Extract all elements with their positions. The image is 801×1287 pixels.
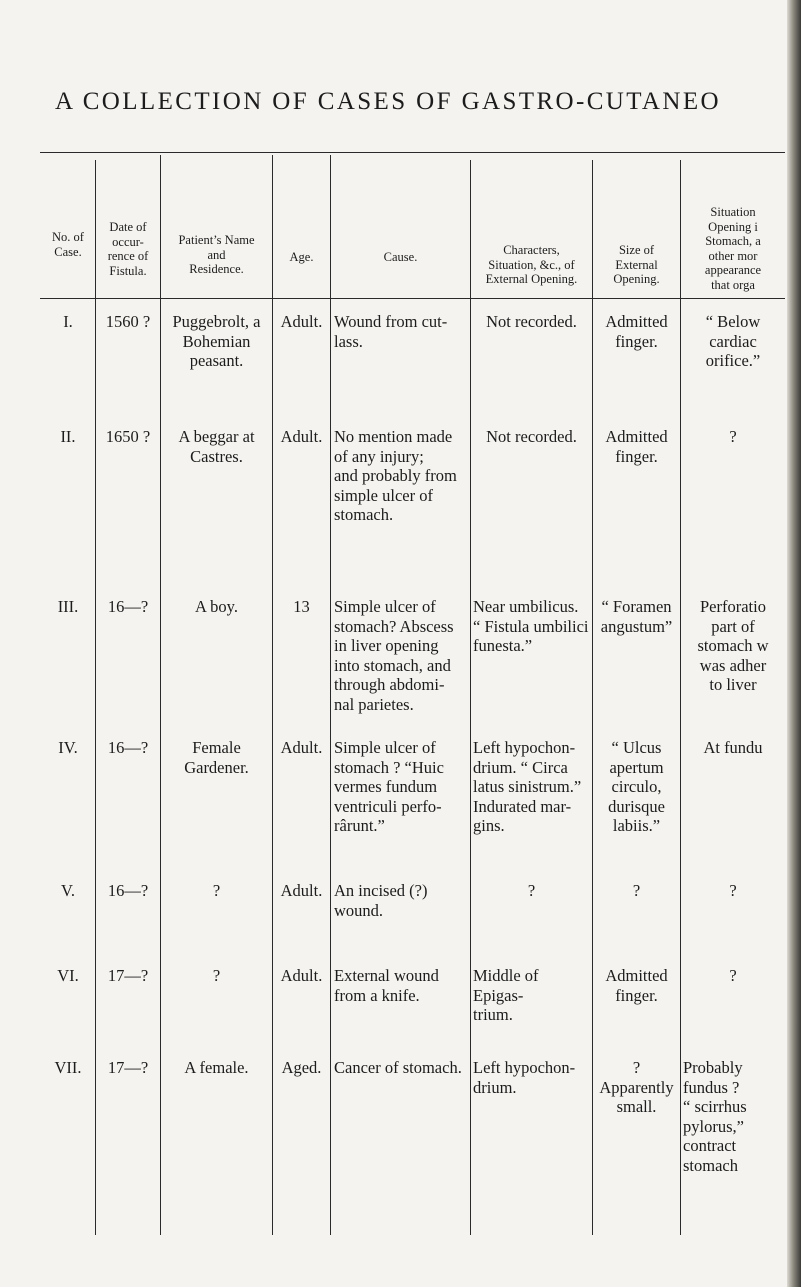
patient: ? — [212, 966, 221, 985]
table-top-rule — [40, 152, 785, 153]
page-title: A COLLECTION OF CASES OF GASTRO-CUTANEO — [55, 88, 721, 115]
case-number: III. — [57, 597, 79, 616]
age: Adult. — [280, 738, 323, 757]
patient: A female. — [184, 1058, 249, 1077]
header-characters: Characters, Situation, &c., of External Opening. — [485, 243, 578, 286]
characters: Not recorded. — [486, 427, 577, 446]
age: Adult. — [280, 312, 323, 331]
header-bottom-rule — [40, 298, 785, 299]
patient: A beggar at Castres. — [178, 427, 255, 466]
size: “ Foramen angustum” — [600, 597, 673, 636]
header-date: Date of occur- rence of Fistula. — [107, 220, 149, 278]
date: 16—? — [107, 597, 149, 616]
size: Admitted finger. — [605, 427, 668, 466]
characters: Middle of Epigas- trium. — [473, 966, 539, 1024]
patient: Puggebrolt, a Bohemian peasant. — [172, 312, 261, 370]
patient: ? — [212, 881, 221, 900]
size: “ Ulcus apertum circulo, durisque labiis.” — [608, 738, 665, 835]
characters: Left hypochon- drium. — [473, 1058, 576, 1097]
size: Admitted finger. — [605, 312, 668, 351]
header-size: Size of External Opening. — [613, 243, 660, 286]
situation: Probably fundus ? “ scirrhus pylorus,” contract stomach — [683, 1058, 747, 1175]
column-divider — [330, 155, 331, 1235]
cause: An incised (?) wound. — [334, 881, 428, 920]
situation: Perforatio part of stomach w was adher to liver — [697, 597, 769, 694]
cause: External wound from a knife. — [334, 966, 439, 1005]
case-number: VI. — [57, 966, 79, 985]
case-number: IV. — [58, 738, 78, 757]
header-case-number: No. of Case. — [52, 230, 84, 259]
characters: ? — [527, 881, 536, 900]
size: ? — [632, 881, 641, 900]
case-number: V. — [61, 881, 75, 900]
situation: ? — [729, 427, 737, 446]
case-number: VII. — [54, 1058, 82, 1077]
characters: Not recorded. — [486, 312, 577, 331]
size: Admitted finger. — [605, 966, 668, 1005]
date: 16—? — [107, 881, 149, 900]
size: ? Apparently small. — [599, 1058, 674, 1116]
cause: Cancer of stomach. — [334, 1058, 462, 1077]
cause: No mention made of any injury; and probably from simple ulcer of stomach. — [334, 427, 457, 524]
situation: ? — [729, 966, 737, 985]
patient: Female Gardener. — [184, 738, 249, 777]
date: 1560 ? — [105, 312, 151, 331]
cause: Wound from cut- lass. — [334, 312, 448, 351]
situation: At fundu — [703, 738, 763, 757]
cause: Simple ulcer of stomach ? “Huic vermes fundum ventriculi perfo- rârunt.” — [334, 738, 444, 835]
case-number: II. — [60, 427, 76, 446]
header-cause: Cause. — [383, 250, 418, 264]
date: 17—? — [107, 1058, 149, 1077]
age: 13 — [293, 597, 310, 616]
header-situation: Situation Opening i Stomach, a other mor appearance that orga — [704, 205, 762, 292]
characters: Near umbilicus. “ Fistula umbilici funesta.” — [473, 597, 589, 655]
date: 17—? — [107, 966, 149, 985]
case-number: I. — [63, 312, 73, 331]
characters: Left hypochon- drium. “ Circa latus sinistrum.” Indurated mar- gins. — [473, 738, 582, 835]
date: 1650 ? — [105, 427, 151, 446]
cause: Simple ulcer of stomach? Abscess in liver opening into stomach, and through abdomi- nal parietes. — [334, 597, 454, 714]
situation: ? — [729, 881, 737, 900]
patient: A boy. — [195, 597, 238, 616]
age: Adult. — [280, 427, 323, 446]
page-binding-edge — [787, 0, 801, 1287]
age: Adult. — [280, 881, 323, 900]
date: 16—? — [107, 738, 149, 757]
header-patient: Patient’s Name and Residence. — [178, 233, 255, 276]
age: Aged. — [281, 1058, 322, 1077]
header-age: Age. — [289, 250, 314, 264]
age: Adult. — [280, 966, 323, 985]
situation: “ Below cardiac orifice.” — [705, 312, 761, 370]
